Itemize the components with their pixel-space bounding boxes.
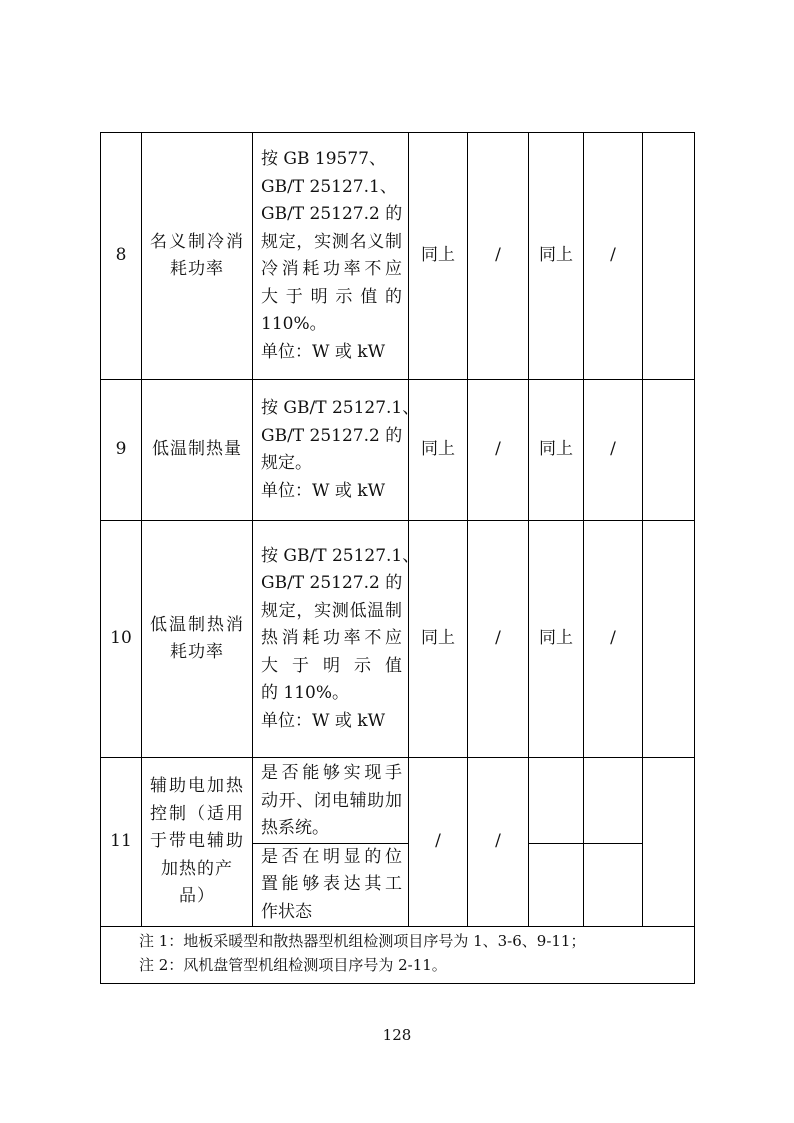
requirement-cell-indicator: 是否在明显的位 置能够表达其工 作状态 [253,843,409,927]
cell-slash: / [584,521,643,758]
table-row [101,758,695,844]
cell-empty [643,758,695,927]
cell-slash: / [468,758,529,927]
cell-same-as-above: 同上 [409,133,468,380]
requirement-cell: 按 GB/T 25127.1、 GB/T 25127.2 的 规定。 单位：W 或 kW [253,380,409,521]
item-name: 名义制冷消耗功率 [142,133,253,380]
row-number: 9 [101,380,142,521]
item-name: 低温制热消耗功率 [142,521,253,758]
note-2: 注 2：风机盘管型机组检测项目序号为 2-11。 [139,956,447,974]
cell-empty [584,758,643,844]
cell-empty [643,380,695,521]
notes-row [101,927,695,984]
item-name: 低温制热量 [142,380,253,521]
table-row [101,521,695,758]
cell-slash: / [468,380,529,521]
row-number: 8 [101,133,142,380]
cell-empty [529,843,584,927]
cell-slash: / [468,521,529,758]
requirement-cell: 按 GB 19577、 GB/T 25127.1、 GB/T 25127.2 的 规定，实测名义制 冷消耗功率不应 大于明示值的 110%。 单位：W 或 kW [253,133,409,380]
note-1: 注 1：地板采暖型和散热器型机组检测项目序号为 1、3-6、9-11； [139,932,586,950]
table-row [101,380,695,521]
cell-empty [584,843,643,927]
item-name: 辅助电加热 控制（适用 于带电辅助 加热的产 品） [142,758,253,927]
cell-same-as-above: 同上 [409,521,468,758]
cell-slash: / [409,758,468,927]
cell-slash: / [584,380,643,521]
cell-same-as-above: 同上 [529,521,584,758]
cell-slash: / [584,133,643,380]
row-number: 11 [101,758,142,927]
inspection-table [100,132,695,984]
requirement-cell: 按 GB/T 25127.1、 GB/T 25127.2 的 规定，实测低温制 热消耗功率不应 大于明示值 的 110%。 单位：W 或 kW [253,521,409,758]
cell-empty [643,521,695,758]
row-number: 10 [101,521,142,758]
page-number: 128 [382,1026,412,1044]
cell-same-as-above: 同上 [409,380,468,521]
notes-cell [101,927,695,984]
table-row [101,133,695,380]
cell-same-as-above: 同上 [529,133,584,380]
cell-slash: / [468,133,529,380]
requirement-cell-manual: 是否能够实现手 动开、闭电辅助加 热系统。 [253,758,409,844]
cell-empty [643,133,695,380]
cell-same-as-above: 同上 [529,380,584,521]
cell-empty [529,758,584,844]
